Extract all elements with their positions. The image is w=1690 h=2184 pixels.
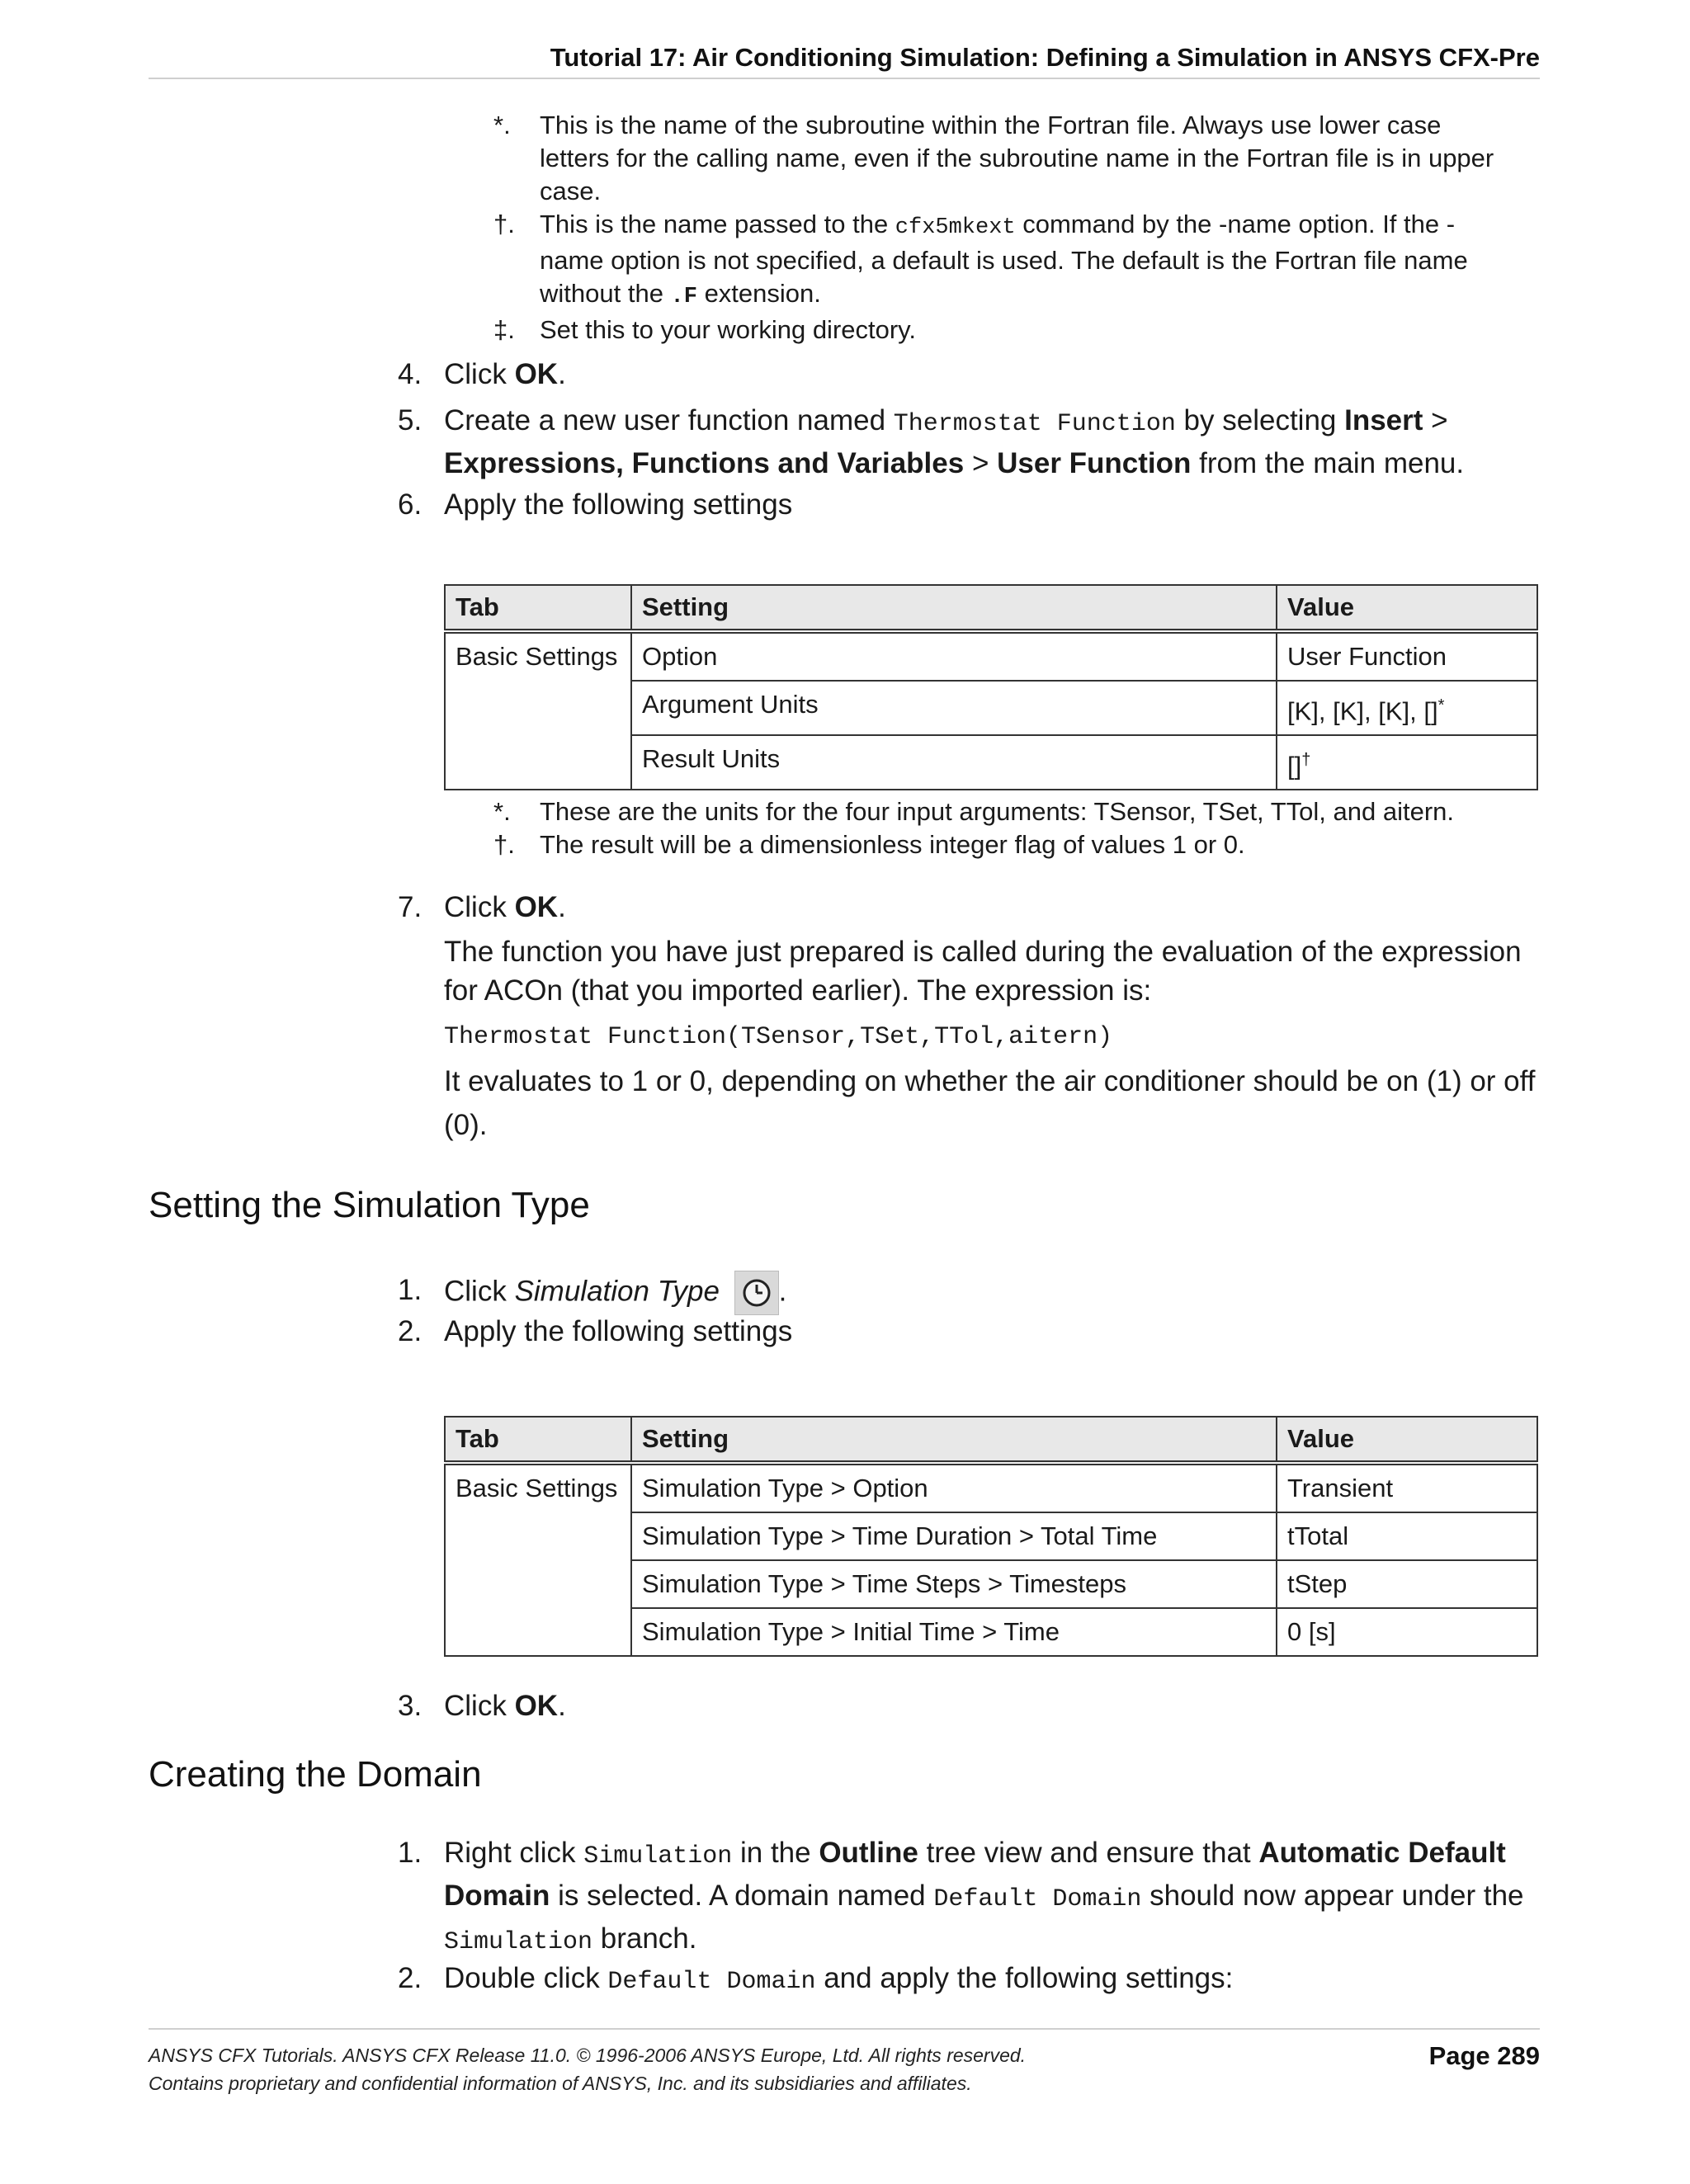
table-cell: Result Units: [631, 735, 1277, 790]
inline-code: cfx5mkext: [895, 215, 1016, 240]
clock-icon: [742, 1278, 772, 1308]
inline-code: .F: [670, 285, 697, 309]
table-header-cell: Tab: [445, 585, 631, 631]
table-cell-tab: Basic Settings: [445, 1463, 631, 1656]
table-cell: [K], [K], [K], []*: [1277, 681, 1537, 735]
table-cell: User Function: [1277, 631, 1537, 681]
table-cell: Argument Units: [631, 681, 1277, 735]
simtype-step-2: 2. Apply the following settings: [398, 1315, 793, 1347]
simtype-step-1: 1. Click Simulation Type .: [398, 1271, 1537, 1315]
table-cell: []†: [1277, 735, 1537, 790]
domain-step-2: 2. Double click Default Domain and apply the following settings:: [398, 1962, 1234, 1996]
footnotes-table-1: [493, 795, 1499, 861]
inline-code: Thermostat Function: [893, 410, 1176, 438]
header-title: Tutorial 17: Air Conditioning Simulation: Defining a Simulation in ANSYS CFX-Pre: [550, 43, 1540, 72]
footer-divider: [149, 2028, 1540, 2030]
footer-confidential: Contains proprietary and confidential information of ANSYS, Inc. and its subsidiaries and affiliates.: [149, 2073, 972, 2094]
table-cell: Transient: [1277, 1463, 1537, 1512]
inline-code: Simulation: [444, 1928, 593, 1956]
inline-code: Default Domain: [607, 1968, 816, 1996]
table-cell: Simulation Type > Initial Time > Time: [631, 1608, 1277, 1656]
table-header-row: [445, 585, 1537, 631]
table-header-cell: Value: [1277, 1417, 1537, 1463]
simtype-step-3: 3. Click OK.: [398, 1690, 566, 1722]
table-cell-tab: Basic Settings: [445, 631, 631, 790]
footnote-item: †. The result will be a dimensionless integer flag of values 1 or 0.: [493, 830, 1245, 859]
footnotes-top: [493, 109, 1499, 347]
footnote-item: *. These are the units for the four input arguments: TSensor, TSet, TTol, and aitern.: [493, 797, 1455, 826]
table-header-cell: Tab: [445, 1417, 631, 1463]
table-cell: Simulation Type > Time Steps > Timesteps: [631, 1560, 1277, 1608]
section-heading-simulation-type: Setting the Simulation Type: [149, 1185, 590, 1225]
table-cell: Simulation Type > Time Duration > Total Time: [631, 1512, 1277, 1560]
table-cell: 0 [s]: [1277, 1608, 1537, 1656]
table-header-cell: Setting: [631, 1417, 1277, 1463]
step-6: 6. Apply the following settings: [398, 488, 793, 521]
page-header: [149, 43, 1540, 79]
footer-copyright: ANSYS CFX Tutorials. ANSYS CFX Release 11.0. © 1996-2006 ANSYS Europe, Ltd. All rights reserved.: [149, 2045, 1027, 2066]
footnote-item: *. This is the name of the subroutine within the Fortran file. Always use lower case letters for the calling name, even if the subroutine name in the Fortran file is in upper case.: [493, 111, 1494, 205]
table-cell: tStep: [1277, 1560, 1537, 1608]
expression-code: Thermostat Function(TSensor,TSet,TTol,aitern): [444, 1023, 1113, 1051]
page-number: Page 289: [1428, 2041, 1540, 2070]
step-5: 5. Create a new user function named Thermostat Function by selecting Insert > Expressions, Functions and Variables > User Function from the main menu.: [398, 404, 1465, 479]
table-header-row: [445, 1417, 1537, 1463]
table-cell: Simulation Type > Option: [631, 1463, 1277, 1512]
table-row: [445, 1463, 1537, 1512]
footnote-item: †. This is the name passed to the cfx5mkext command by the -name option. If the -name option is not specified, a default is used. The default is the Fortran file name without the .F extension.: [493, 210, 1468, 309]
footnote-ref: *: [1437, 696, 1445, 715]
domain-step-1: 1. Right click Simulation in the Outline tree view and ensure that Automatic Default Domain is selected. A domain named Default Domain should now appear under the Simulation branch.: [398, 1837, 1524, 1956]
table-header-cell: Setting: [631, 585, 1277, 631]
paragraph-function-description: The function you have just prepared is called during the evaluation of the expression for ACOn (that you imported earlier). The expression is:: [444, 936, 1522, 1007]
table-row: [445, 631, 1537, 681]
step-7: 7. Click OK.: [398, 891, 566, 923]
table-cell: tTotal: [1277, 1512, 1537, 1560]
footnote-item: ‡. Set this to your working directory.: [493, 315, 916, 344]
inline-code: Simulation: [583, 1842, 733, 1870]
settings-table-simulation-type: [444, 1416, 1538, 1657]
inline-code: Default Domain: [933, 1885, 1142, 1913]
paragraph-evaluation: It evaluates to 1 or 0, depending on whether the air conditioner should be on (1) or off (0).: [444, 1065, 1536, 1141]
settings-table-user-function: [444, 584, 1538, 790]
footnote-ref: †: [1301, 751, 1311, 769]
simulation-type-button[interactable]: [734, 1271, 779, 1315]
table-cell: Option: [631, 631, 1277, 681]
section-heading-domain: Creating the Domain: [149, 1754, 482, 1795]
table-header-cell: Value: [1277, 585, 1537, 631]
step-4: 4. Click OK.: [398, 358, 566, 390]
